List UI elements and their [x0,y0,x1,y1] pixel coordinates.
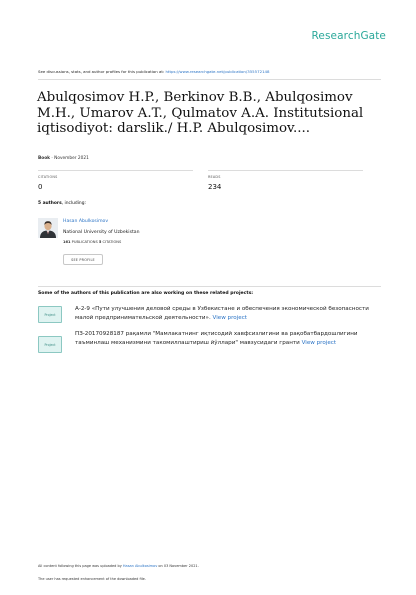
author-stats [63,240,121,244]
upload-suffix: on 03 November 2021. [157,564,199,568]
publication-type: Book [38,156,51,161]
author-name-link[interactable]: Hasan Abulkosimov [63,219,109,224]
upload-notice [38,564,199,568]
author-photo-icon [38,218,58,238]
see-profile-button[interactable]: SEE PROFILE [63,254,103,265]
author-publications-label: PUBLICATIONS [70,240,99,244]
publication-title: Abulqosimov H.P., Berkinov B.B., Abulqosimov M.H., Umarov A.T., Qulmatov A.A. Institutsional iqtisodiyot: darslik./ H.P. Abulqosimov.... [37,90,364,136]
citations-divider [38,170,193,171]
project-item [75,330,375,348]
publication-url-link[interactable]: https://www.researchgate.net/publication/355572148 [165,69,270,74]
citations-value: 0 [38,183,43,191]
authors-heading [38,201,86,206]
view-project-link[interactable]: View project [301,340,337,346]
related-divider [38,286,381,287]
project-description: ПЗ-20170928187 рақамли "Мамлакатнинг иқтисодий хавфсизлигини ва рақобатбардошлигини таъминлаш механизмини такомиллаштириш йўллари" мавзусидаги гранти [75,331,358,346]
author-publications-count: 161 [63,240,71,244]
reads-label: READS [208,175,221,179]
discussions-notice [38,69,270,74]
uploader-link[interactable]: Hasan Abulkosimov [122,564,158,568]
related-projects-heading [38,291,253,296]
project-icon[interactable] [38,306,62,323]
author-citations-label: CITATIONS [101,240,122,244]
publication-date: · November 2021 [50,156,89,161]
author-institution: National University of Uzbekistan [63,230,140,235]
header-divider [38,79,381,80]
citations-label: CITATIONS [38,175,58,179]
project-item [75,305,375,323]
reads-divider [208,170,363,171]
view-project-link[interactable]: View project [212,315,247,321]
upload-prefix: All content following this page was uploaded by [38,564,123,568]
project-icon-label: Project [44,342,56,347]
researchgate-logo[interactable]: ResearchGate [311,30,386,42]
author-citations-count: 5 [98,240,102,244]
project-icon-label: Project [44,312,56,317]
authors-count: 5 authors [38,201,62,206]
project-icon[interactable] [38,336,62,353]
discussions-prefix: See discussions, stats, and author profiles for this publication at: [38,69,166,74]
author-avatar[interactable] [38,218,58,238]
authors-suffix: , including: [61,201,86,206]
related-projects-heading-text: Some of the authors of this publication are also working on these related projects: [38,291,254,296]
enhancement-notice: The user has requested enhancement of the downloaded file. [38,577,146,581]
project-description: А-2-9 «Пути улучшения деловой среды в Узбекистане и обеспечения экономической безопасности малой предпринимательской деятельности». [75,306,369,321]
reads-value: 234 [208,183,222,191]
publication-type-date [38,156,89,161]
